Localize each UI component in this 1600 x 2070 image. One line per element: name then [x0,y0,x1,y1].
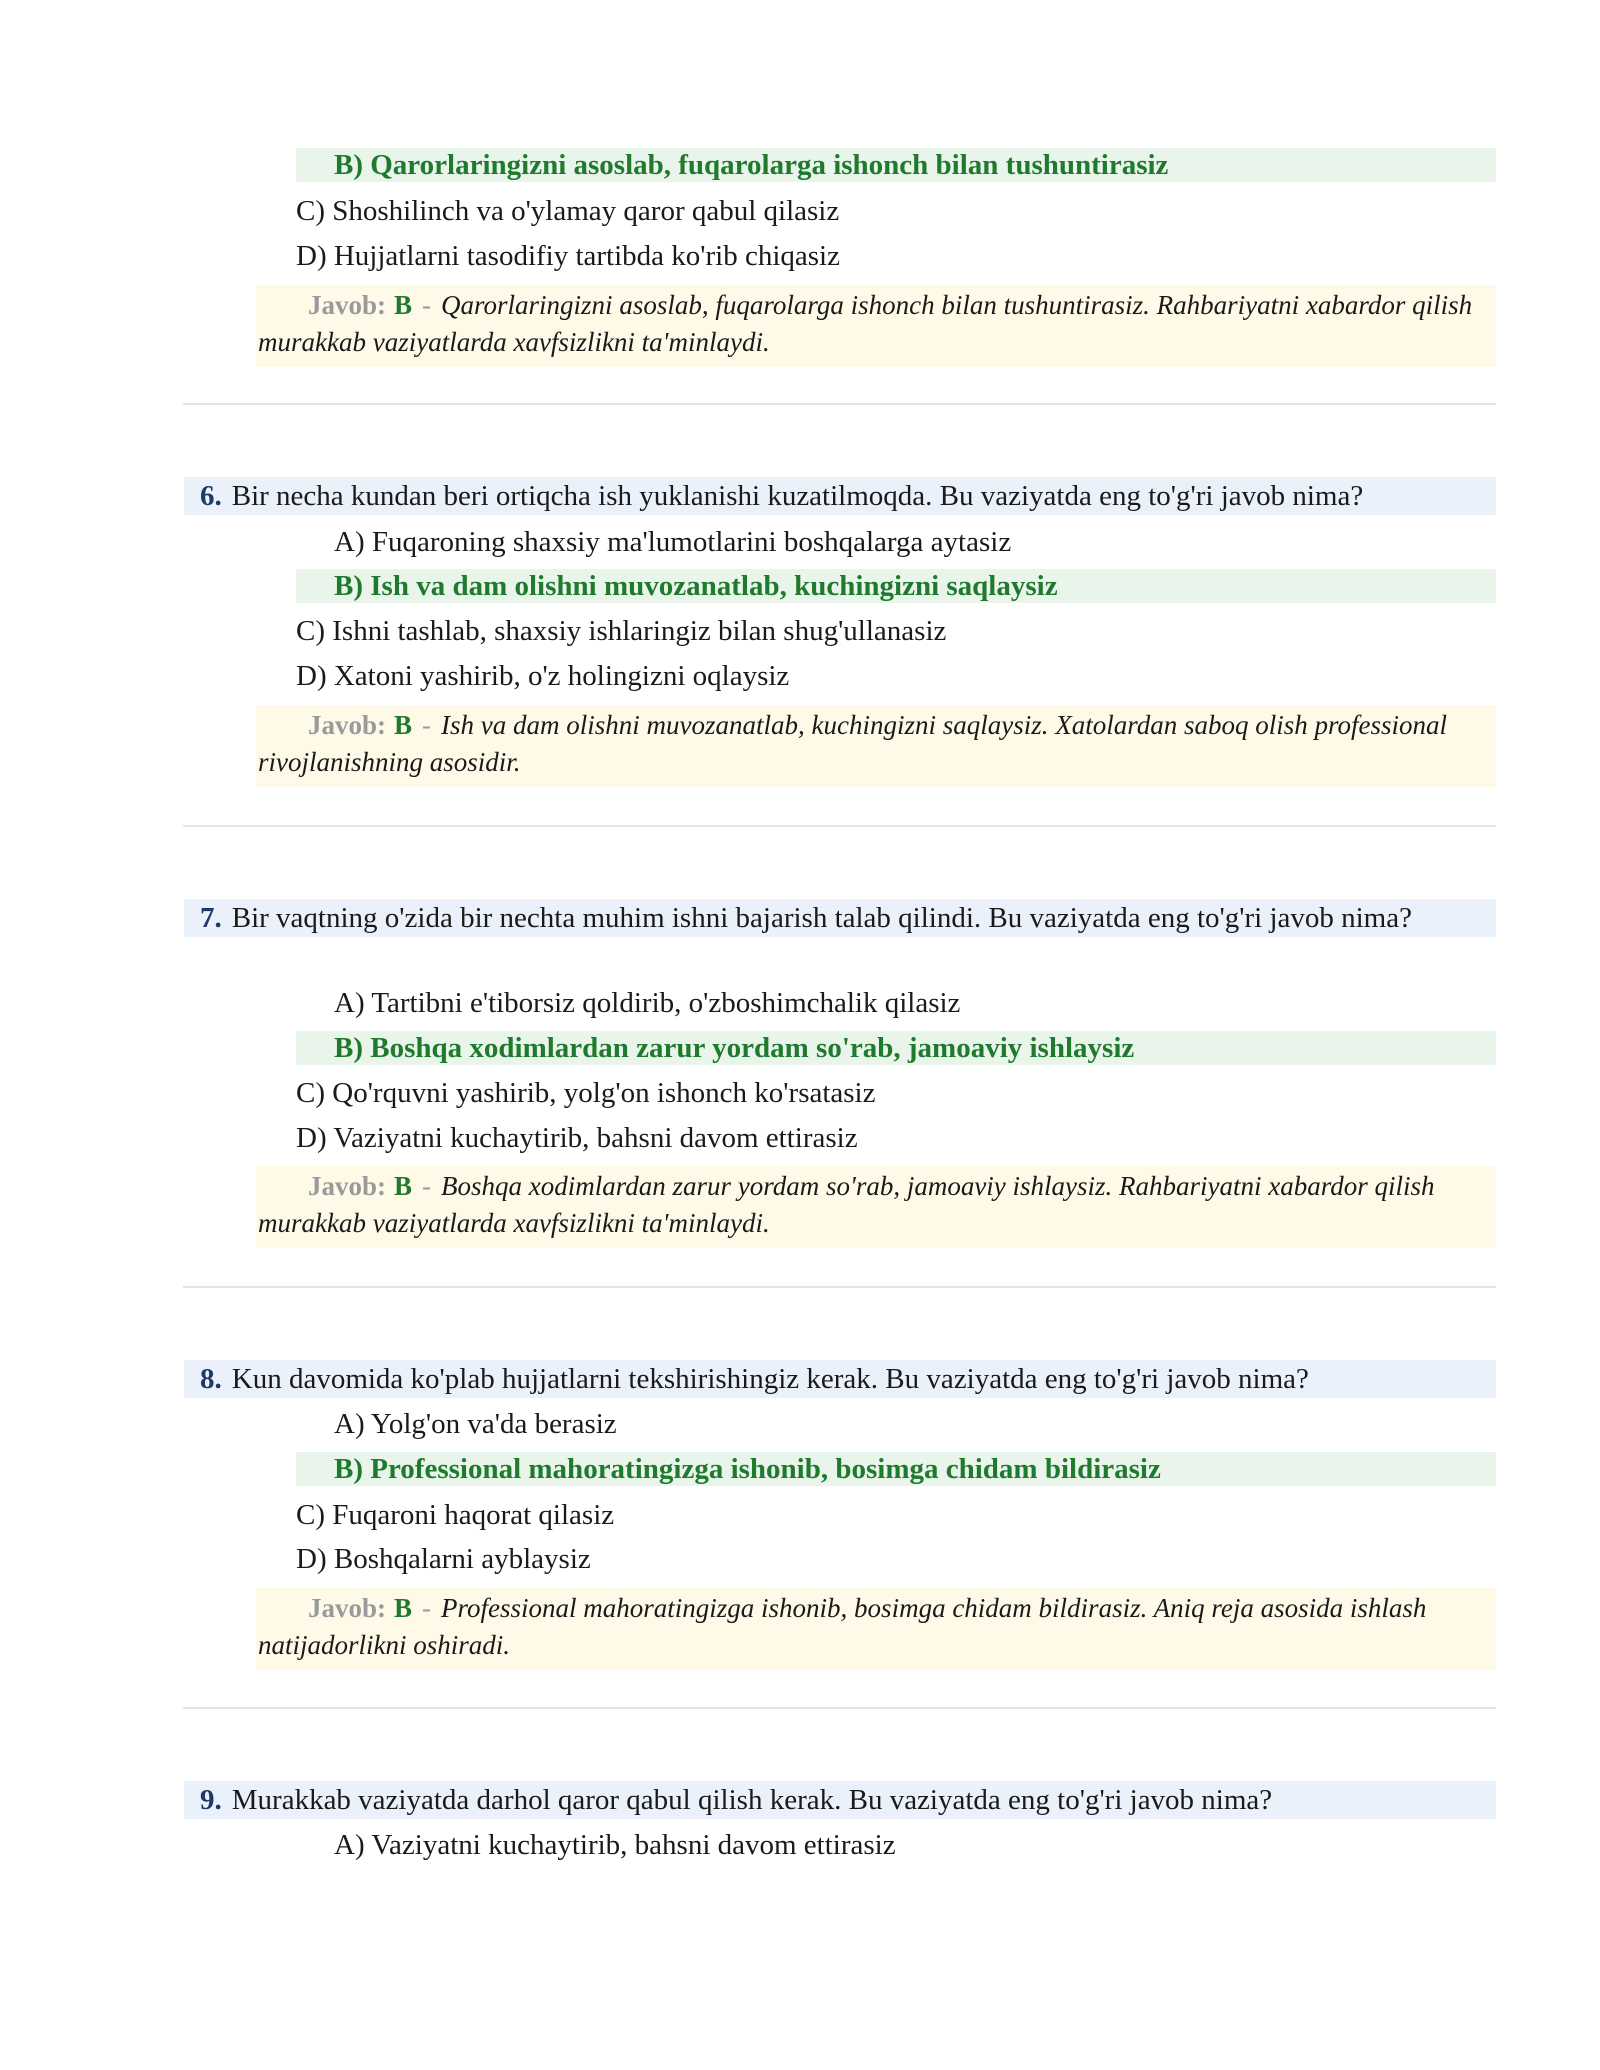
correct-option: B) Qarorlaringizni asoslab, fuqarolarga ishonch bilan tushuntirasiz [296,148,1496,182]
divider [183,403,1496,405]
question-number: 7. [200,902,222,934]
question-7 [184,899,1496,937]
correct-option: B) Professional mahoratingizga ishonib, bosimga chidam bildirasiz [296,1452,1496,1486]
answer-dash: - [422,1593,432,1623]
answer-letter: B [394,1593,413,1623]
option-a: A) Vaziyatni kuchaytirib, bahsni davom ettirasiz [334,1829,896,1861]
answer-box [256,285,1496,367]
question-9 [184,1781,1496,1819]
question-number: 6. [200,480,222,512]
answer-label: Javob: [308,1171,387,1201]
option-d: D) Xatoni yashirib, o'z holingizni oqlaysiz [296,660,790,692]
divider [183,1707,1496,1709]
answer-label: Javob: [308,290,387,320]
answer-letter: B [394,1171,413,1201]
answer-dash: - [422,1171,432,1201]
divider [183,1286,1496,1288]
answer-letter: B [394,710,413,740]
option-c: C) Shoshilinch va o'ylamay qaror qabul qilasiz [296,195,840,227]
question-text: Murakkab vaziyatda darhol qaror qabul qilish kerak. Bu vaziyatda eng to'g'ri javob nima? [231,1784,1273,1816]
answer-explanation: Boshqa xodimlardan zarur yordam so'rab, jamoaviy ishlaysiz. Rahbariyatni xabardor qilish murakkab vaziyatlarda xavfsizlikni ta'minlaydi. [258,1171,1435,1238]
option-d: D) Hujjatlarni tasodifiy tartibda ko'rib chiqasiz [296,240,840,272]
question-text: Bir vaqtning o'zida bir nechta muhim ishni bajarish talab qilindi. Bu vaziyatda eng to'g'ri javob nima? [231,902,1412,934]
option-c: C) Fuqaroni haqorat qilasiz [296,1499,615,1531]
answer-box [256,1588,1496,1670]
answer-box [256,705,1496,787]
answer-letter: B [394,290,413,320]
answer-explanation: Professional mahoratingizga ishonib, bosimga chidam bildirasiz. Aniq reja asosida ishlash natijadorlikni oshiradi. [258,1593,1427,1660]
question-8 [184,1360,1496,1398]
answer-dash: - [422,710,432,740]
option-d: D) Vaziyatni kuchaytirib, bahsni davom ettirasiz [296,1122,858,1154]
question-6 [184,477,1496,515]
question-number: 8. [200,1363,222,1395]
option-a: A) Yolg'on va'da berasiz [334,1408,617,1440]
answer-label: Javob: [308,1593,387,1623]
answer-dash: - [422,290,432,320]
answer-box [256,1166,1496,1248]
question-text: Bir necha kundan beri ortiqcha ish yuklanishi kuzatilmoqda. Bu vaziyatda eng to'g'ri javob nima? [231,480,1364,512]
option-c: C) Qo'rquvni yashirib, yolg'on ishonch ko'rsatasiz [296,1077,876,1109]
option-c: C) Ishni tashlab, shaxsiy ishlaringiz bilan shug'ullanasiz [296,615,947,647]
option-a: A) Fuqaroning shaxsiy ma'lumotlarini boshqalarga aytasiz [334,526,1012,558]
answer-explanation: Ish va dam olishni muvozanatlab, kuchingizni saqlaysiz. Xatolardan saboq olish professional rivojlanishning asosidir. [258,710,1448,777]
correct-option: B) Ish va dam olishni muvozanatlab, kuchingizni saqlaysiz [296,569,1496,603]
option-d: D) Boshqalarni ayblaysiz [296,1543,591,1575]
answer-label: Javob: [308,710,387,740]
question-number: 9. [200,1784,222,1816]
option-a: A) Tartibni e'tiborsiz qoldirib, o'zboshimchalik qilasiz [334,987,961,1019]
question-text: Kun davomida ko'plab hujjatlarni tekshirishingiz kerak. Bu vaziyatda eng to'g'ri javob nima? [231,1363,1309,1395]
answer-explanation: Qarorlaringizni asoslab, fuqarolarga ishonch bilan tushuntirasiz. Rahbariyatni xabardor qilish murakkab vaziyatlarda xavfsizlikni ta'minlaydi. [258,290,1473,357]
divider [183,825,1496,827]
correct-option: B) Boshqa xodimlardan zarur yordam so'rab, jamoaviy ishlaysiz [296,1031,1496,1065]
